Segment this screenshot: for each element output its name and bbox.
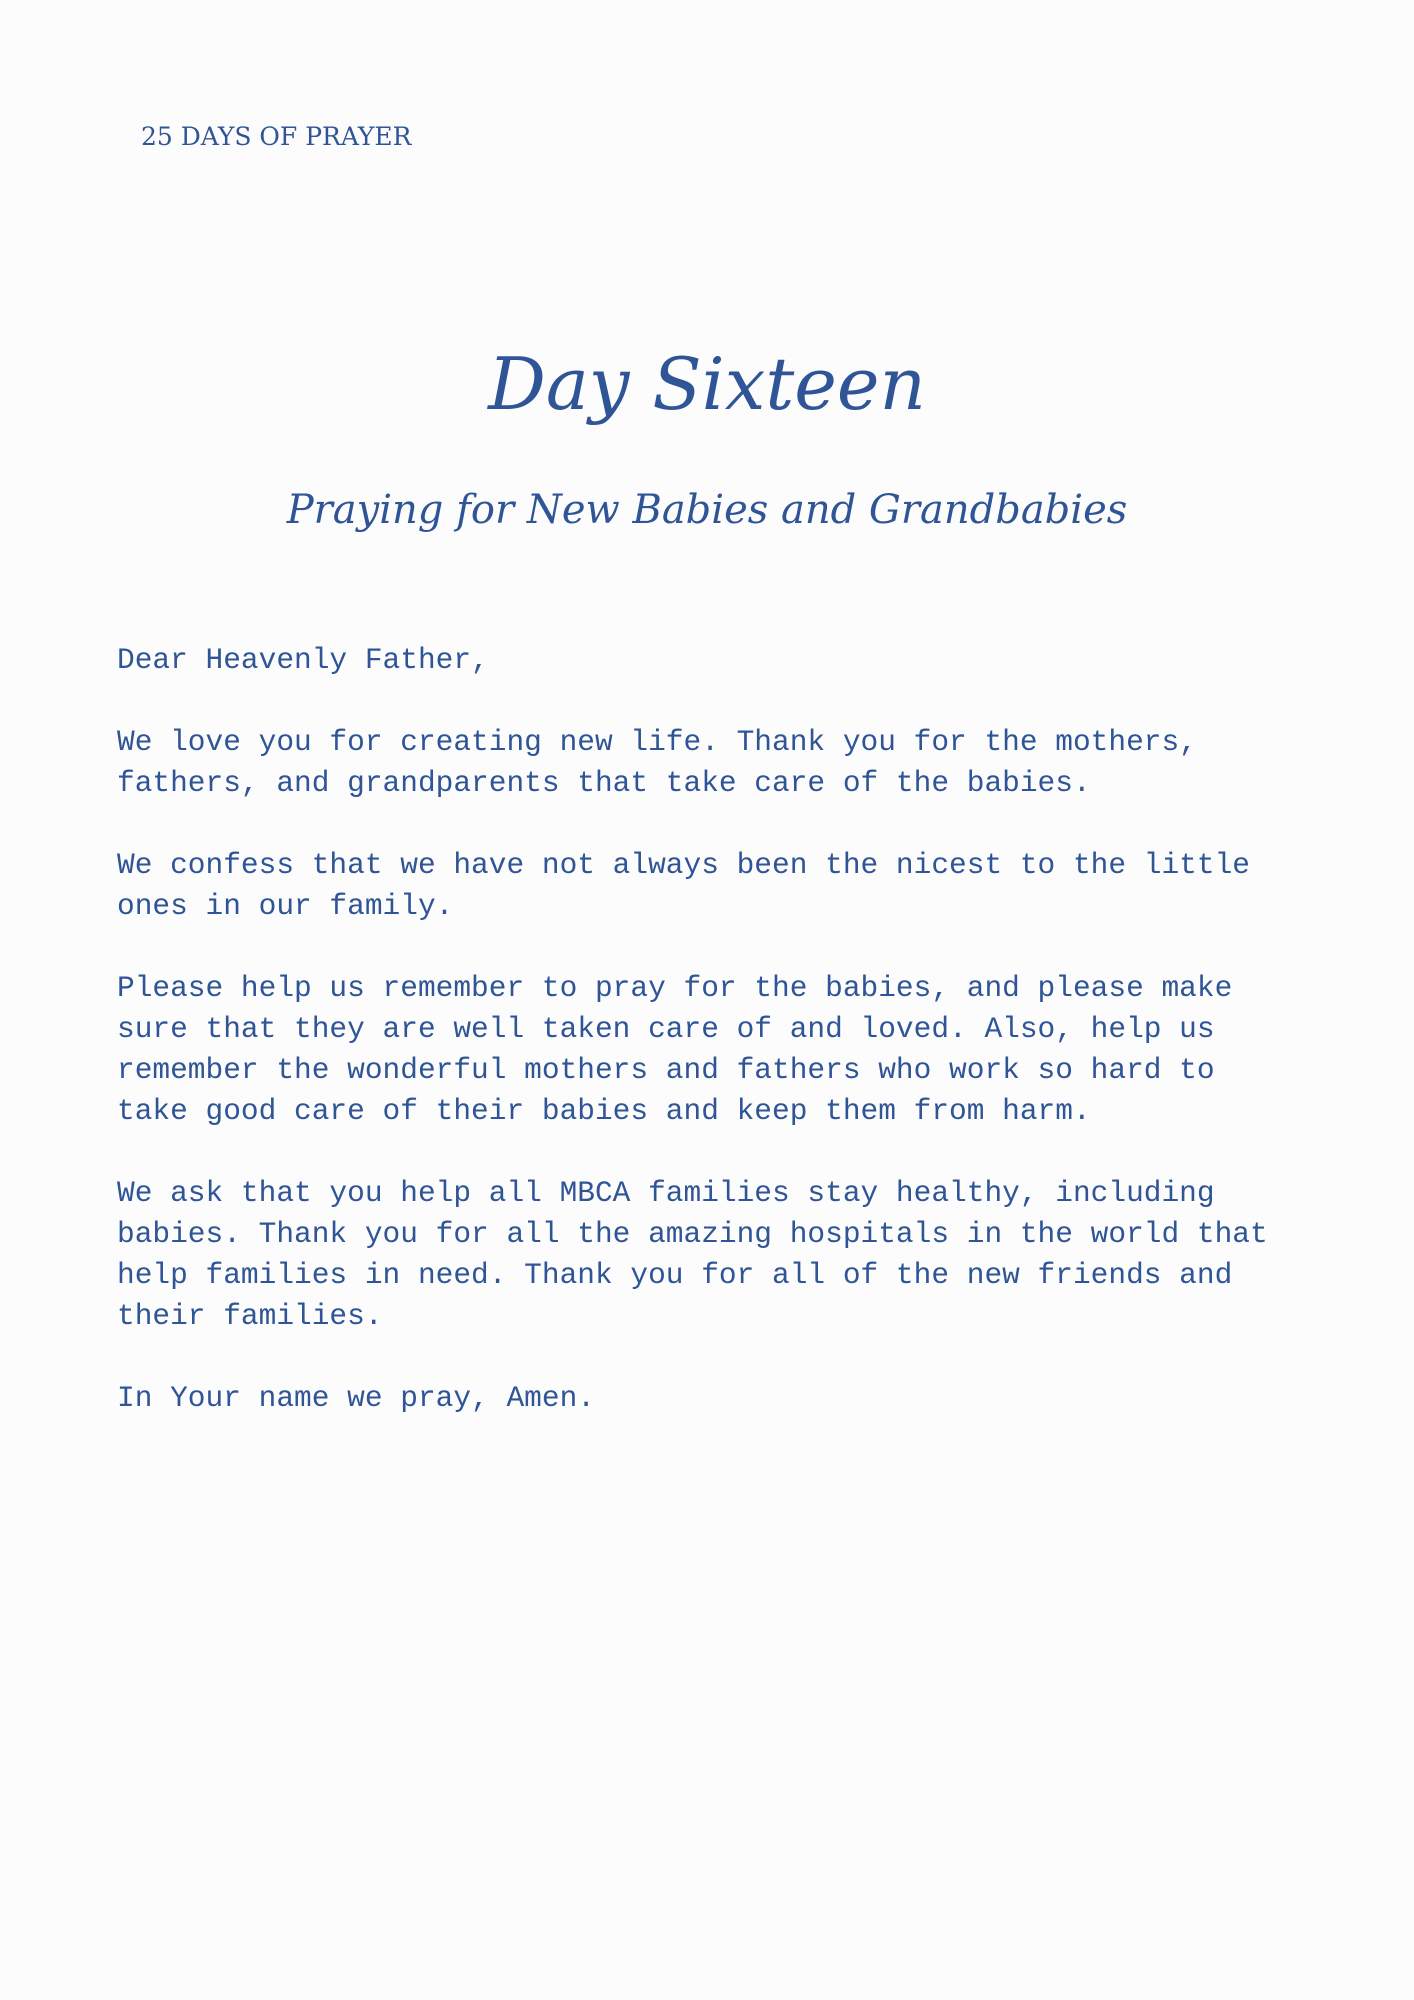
prayer-paragraph: We love you for creating new life. Thank you for the mothers, fathers, and grandparents that take care of the babies. (117, 725, 1197, 800)
prayer-paragraph: We confess that we have not always been the nicest to the little ones in our family. (117, 848, 1250, 923)
page-title: Day Sixteen (488, 342, 926, 426)
page-subtitle: Praying for New Babies and Grandbabies (286, 487, 1128, 533)
series-label: 25 DAYS OF PRAYER (141, 122, 412, 151)
prayer-paragraph: Please help us remember to pray for the babies, and please make sure that they are well taken care of and loved. Also, help us remember the wonderful mothers and fathers who work so hard to take good care of their babies and keep them from harm. (117, 971, 1233, 1128)
prayer-closing: In Your name we pray, Amen. (117, 1381, 595, 1415)
prayer-body (117, 640, 1317, 1460)
prayer-salutation: Dear Heavenly Father, (117, 643, 489, 677)
prayer-paragraph: We ask that you help all MBCA families stay healthy, including babies. Thank you for all the amazing hospitals in the world that help families in need. Thank you for all of the new friends and their families. (117, 1176, 1268, 1333)
